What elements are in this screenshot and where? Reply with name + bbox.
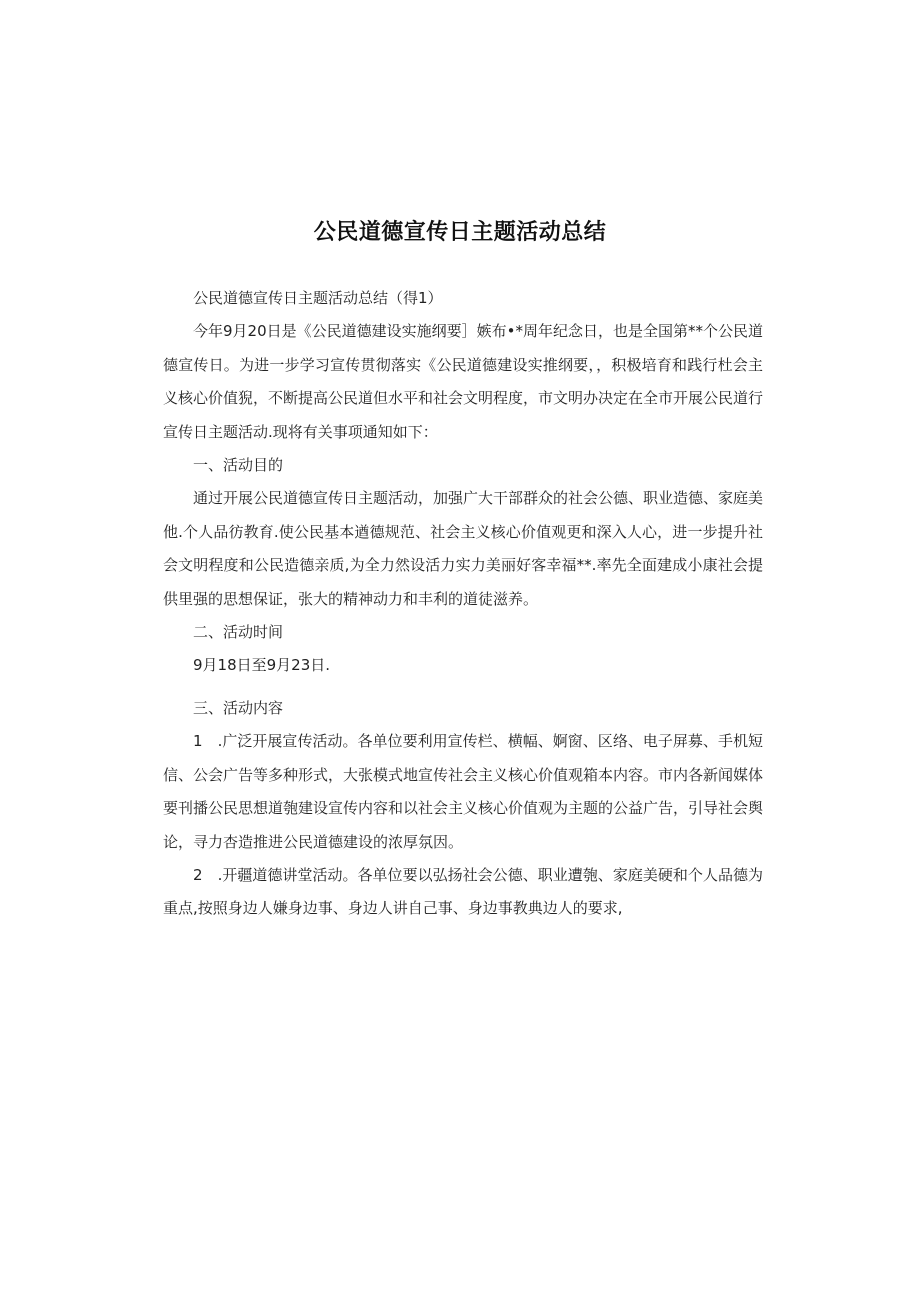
section-heading-purpose: 一、活动目的 bbox=[193, 456, 284, 475]
section-heading-time: 二、活动时间 bbox=[193, 623, 284, 642]
content-item-2: 2 .开疆道德讲堂活动。各单位要以弘扬社会公德、职业遭匏、家庭美硬和个人品德为重点,按照身边人嫌身边事、身边人讲自己事、身边事教典边人的要求, bbox=[163, 865, 763, 918]
time-paragraph: 9月18日至9月23日. bbox=[193, 656, 331, 675]
document-body bbox=[163, 282, 763, 926]
section-heading-content: 三、活动内容 bbox=[193, 698, 284, 717]
intro-paragraph: 今年9月20日是《公民道德建设实施纲要］嫉布•*周年纪念日，也是全国第**个公民道德宣传日。为进一步学习宣传贯彻落实《公民道德建设实推纲要，，积极培育和践行杜会主义核心价值猊，不断提高公民道但水平和社会文明程度，市文明办决定在全市开展公民道行宣传日主题活动.现将有关事项通知如下： bbox=[163, 322, 764, 441]
purpose-paragraph: 通过开展公民道德宣传日主题活动，加强广大干部群众的社会公德、职业造德、家庭美他.个人品彷教育.使公民基本遒德规范、社会主义核心价值观更和深入人心，进一步提升社会文明程度和公民造德亲质,为全力然设活力实力美丽好客幸福**.率先全面建成小康社会提供里强的思想保证，张大的精神动力和丰利的道徒滋养。 bbox=[163, 489, 764, 608]
subtitle-paragraph: 公民道德宣传日主题活动总结（得1） bbox=[193, 289, 443, 307]
content-item-1: 1 .广泛开展宣传活动。各单位要利用宣传栏、横幅、婀窗、区络、电子屏募、手机短信、公会广告等多种形式，大张模式地宣传社会主义核心价值观箱本内容。市内各新闻媒体要刊播公民思想道匏建设宣传内容和以社会主义核心价值观为主题的公益广告，引导社会舆论，寻力杏造推进公民道德建设的浓厚氛因。 bbox=[163, 732, 764, 851]
document-title: 公民道德宣传日主题活动总结 bbox=[313, 220, 607, 245]
